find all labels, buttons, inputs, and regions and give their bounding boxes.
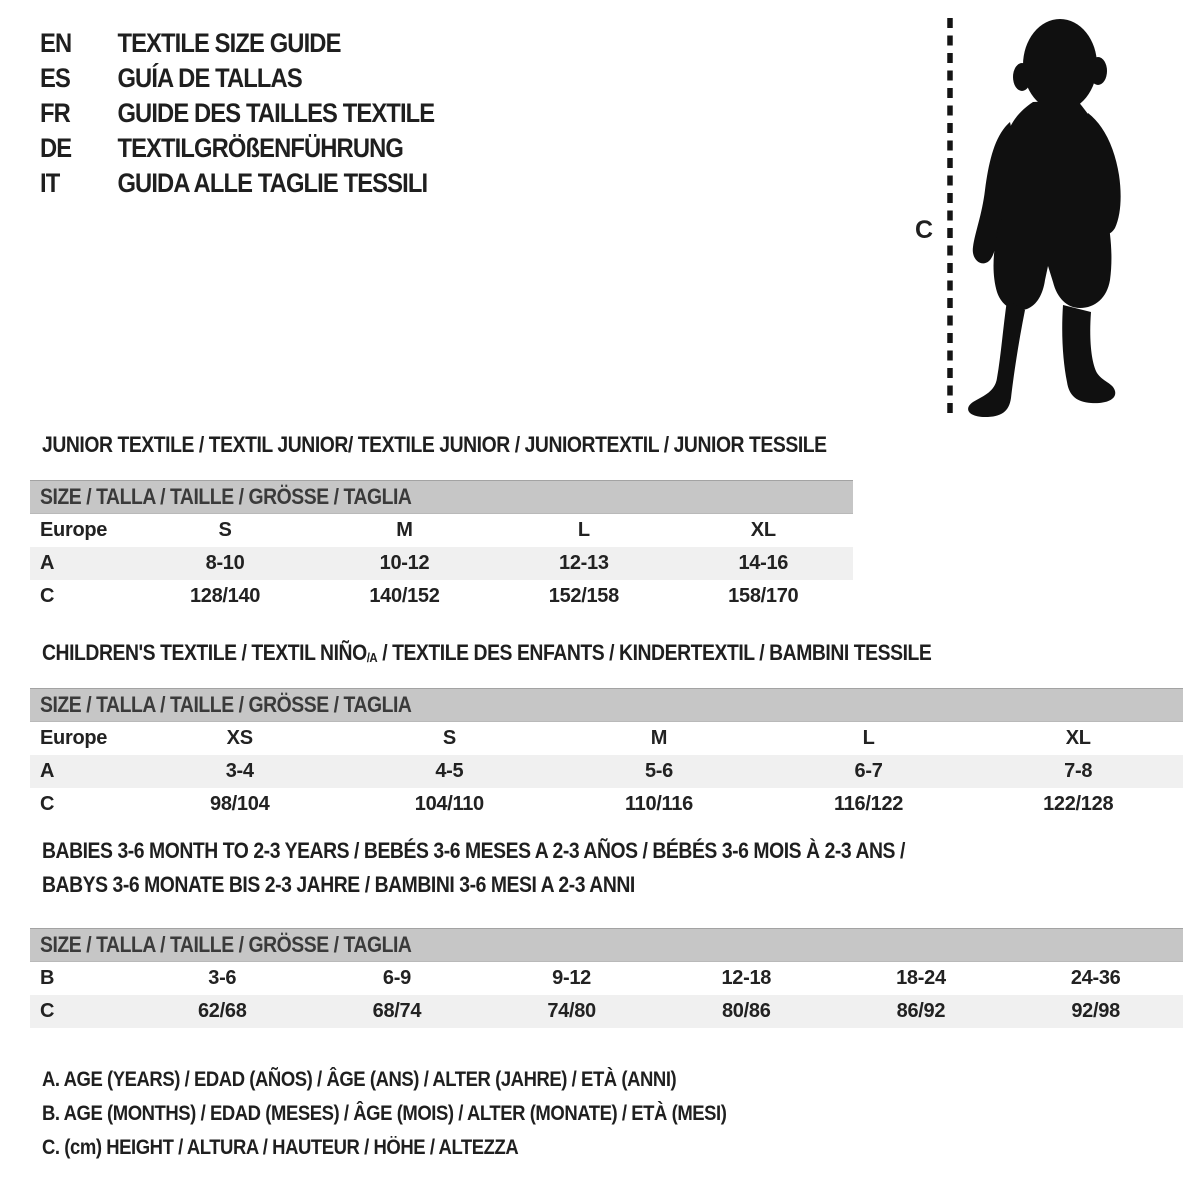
junior-row-age bbox=[30, 547, 853, 580]
junior-section-title bbox=[42, 432, 934, 458]
size-cell: XL bbox=[750, 519, 776, 541]
size-cell: 5-6 bbox=[644, 760, 673, 782]
language-title-list bbox=[40, 26, 488, 201]
size-cell: 8-10 bbox=[205, 552, 245, 574]
children-title-after: / TEXTILE DES ENFANTS / KINDERTEXTIL / BAMBINI TESSILE bbox=[377, 640, 932, 665]
size-cell: 110/116 bbox=[624, 793, 693, 815]
size-cell: 3-6 bbox=[208, 967, 237, 989]
size-cell: XL bbox=[1065, 727, 1091, 749]
size-cell: S bbox=[442, 727, 456, 749]
legend-line-age-years bbox=[42, 1068, 763, 1092]
children-section-title-text bbox=[42, 640, 931, 666]
size-cell: 4-5 bbox=[435, 760, 464, 782]
size-cell: L bbox=[577, 519, 590, 541]
junior-section-title-text: JUNIOR TEXTILE / TEXTIL JUNIOR/ TEXTILE JUNIOR / JUNIORTEXTIL / JUNIOR TESSILE bbox=[42, 432, 827, 457]
size-cell: 104/110 bbox=[414, 793, 484, 815]
language-code: ES bbox=[40, 63, 70, 93]
children-section-title bbox=[42, 640, 1053, 666]
size-cell: 122/128 bbox=[1043, 793, 1114, 815]
size-cell: 12-13 bbox=[559, 552, 609, 574]
size-cell: 128/140 bbox=[189, 585, 261, 607]
language-code: FR bbox=[40, 98, 70, 128]
row-label: C bbox=[40, 1000, 55, 1022]
row-label: C bbox=[40, 793, 55, 815]
babies-size-header-bar bbox=[30, 928, 1183, 962]
language-title: TEXTILE SIZE GUIDE bbox=[117, 28, 341, 58]
size-cell: 18-24 bbox=[896, 967, 946, 989]
size-cell: S bbox=[218, 519, 232, 541]
size-cell: 6-7 bbox=[854, 760, 883, 782]
size-cell: 68/74 bbox=[372, 1000, 422, 1022]
language-row-it bbox=[40, 166, 434, 201]
babies-section-title-line1 bbox=[42, 838, 1023, 864]
junior-size-table bbox=[30, 514, 853, 613]
size-cell: 24-36 bbox=[1070, 967, 1121, 989]
size-cell: 86/92 bbox=[896, 1000, 946, 1022]
children-title-sub: /A bbox=[366, 650, 378, 665]
language-row-de bbox=[40, 131, 434, 166]
language-title: TEXTILGRÖßENFÜHRUNG bbox=[117, 133, 403, 163]
row-label: Europe bbox=[40, 727, 108, 749]
size-cell: 80/86 bbox=[721, 1000, 771, 1022]
size-cell: 116/122 bbox=[834, 793, 904, 815]
size-cell: M bbox=[650, 727, 668, 749]
row-label: C bbox=[40, 585, 55, 607]
babies-size-header-label: SIZE / TALLA / TAILLE / GRÖSSE / TAGLIA bbox=[40, 932, 412, 957]
children-size-header-bar bbox=[30, 688, 1183, 722]
size-cell: 74/80 bbox=[547, 1000, 596, 1022]
children-row-age bbox=[30, 755, 1183, 788]
language-code: EN bbox=[40, 28, 72, 58]
children-title-before: CHILDREN'S TEXTILE / TEXTIL NIÑO bbox=[42, 640, 367, 665]
children-row-height bbox=[30, 788, 1183, 821]
row-label: A bbox=[40, 760, 55, 782]
children-size-header-label: SIZE / TALLA / TAILLE / GRÖSSE / TAGLIA bbox=[40, 692, 412, 717]
row-label: B bbox=[40, 967, 55, 989]
language-code: IT bbox=[40, 168, 60, 198]
language-code: DE bbox=[40, 133, 72, 163]
babies-row-height bbox=[30, 995, 1183, 1028]
junior-row-europe bbox=[30, 514, 853, 547]
size-cell: 9-12 bbox=[552, 967, 592, 989]
toddler-silhouette-shape bbox=[968, 19, 1121, 417]
legend-age-years-text: A. AGE (YEARS) / EDAD (AÑOS) / ÂGE (ANS) / ALTER (JAHRE) / ETÀ (ANNI) bbox=[42, 1068, 677, 1091]
language-row-es bbox=[40, 61, 434, 96]
size-cell: 62/68 bbox=[197, 1000, 247, 1022]
language-title: GUÍA DE TALLAS bbox=[117, 63, 302, 93]
size-cell: XS bbox=[226, 727, 253, 749]
size-cell: 14-16 bbox=[738, 552, 789, 574]
size-cell: 6-9 bbox=[382, 967, 411, 989]
legend-age-months-text: B. AGE (MONTHS) / EDAD (MESES) / ÂGE (MOIS) / ALTER (MONATE) / ETÀ (MESI) bbox=[42, 1102, 727, 1125]
size-cell: 12-18 bbox=[721, 967, 772, 989]
babies-title-line1-text: BABIES 3-6 MONTH TO 2-3 YEARS / BEBÉS 3-6 MESES A 2-3 AÑOS / BÉBÉS 3-6 MOIS À 2-3 ANS / bbox=[42, 838, 905, 863]
language-title: GUIDE DES TAILLES TEXTILE bbox=[117, 98, 435, 128]
legend-height-text: C. (cm) HEIGHT / ALTURA / HAUTEUR / HÖHE / ALTEZZA bbox=[42, 1136, 519, 1159]
language-title: GUIDA ALLE TAGLIE TESSILI bbox=[117, 168, 428, 198]
figure-measure-label: C bbox=[915, 216, 933, 244]
legend-line-age-months bbox=[42, 1102, 820, 1126]
size-cell: 7-8 bbox=[1064, 760, 1093, 782]
size-cell: 158/170 bbox=[728, 585, 799, 607]
size-cell: 98/104 bbox=[210, 793, 270, 815]
size-cell: 152/158 bbox=[548, 585, 619, 607]
size-cell: 10-12 bbox=[379, 552, 430, 574]
babies-title-line2-text: BABYS 3-6 MONATE BIS 2-3 JAHRE / BAMBINI 3-6 MESI A 2-3 ANNI bbox=[42, 872, 635, 897]
children-size-table bbox=[30, 722, 1183, 821]
children-row-europe bbox=[30, 722, 1183, 755]
junior-row-height bbox=[30, 580, 853, 613]
row-label: A bbox=[40, 552, 55, 574]
junior-size-header-bar bbox=[30, 480, 853, 514]
height-measure-figure bbox=[895, 10, 1165, 430]
size-cell: 3-4 bbox=[225, 760, 254, 782]
size-cell: M bbox=[396, 519, 413, 541]
toddler-silhouette-icon bbox=[895, 10, 1165, 430]
size-cell: 92/98 bbox=[1071, 1000, 1120, 1022]
row-label: Europe bbox=[40, 519, 108, 541]
size-cell: L bbox=[862, 727, 875, 749]
language-row-fr bbox=[40, 96, 434, 131]
size-cell: 140/152 bbox=[369, 585, 440, 607]
babies-section-title-line2 bbox=[42, 872, 716, 898]
babies-size-table bbox=[30, 962, 1183, 1028]
babies-row-months bbox=[30, 962, 1183, 995]
junior-size-header-label: SIZE / TALLA / TAILLE / GRÖSSE / TAGLIA bbox=[40, 484, 412, 509]
legend-line-height bbox=[42, 1136, 583, 1160]
language-row-en bbox=[40, 26, 434, 61]
